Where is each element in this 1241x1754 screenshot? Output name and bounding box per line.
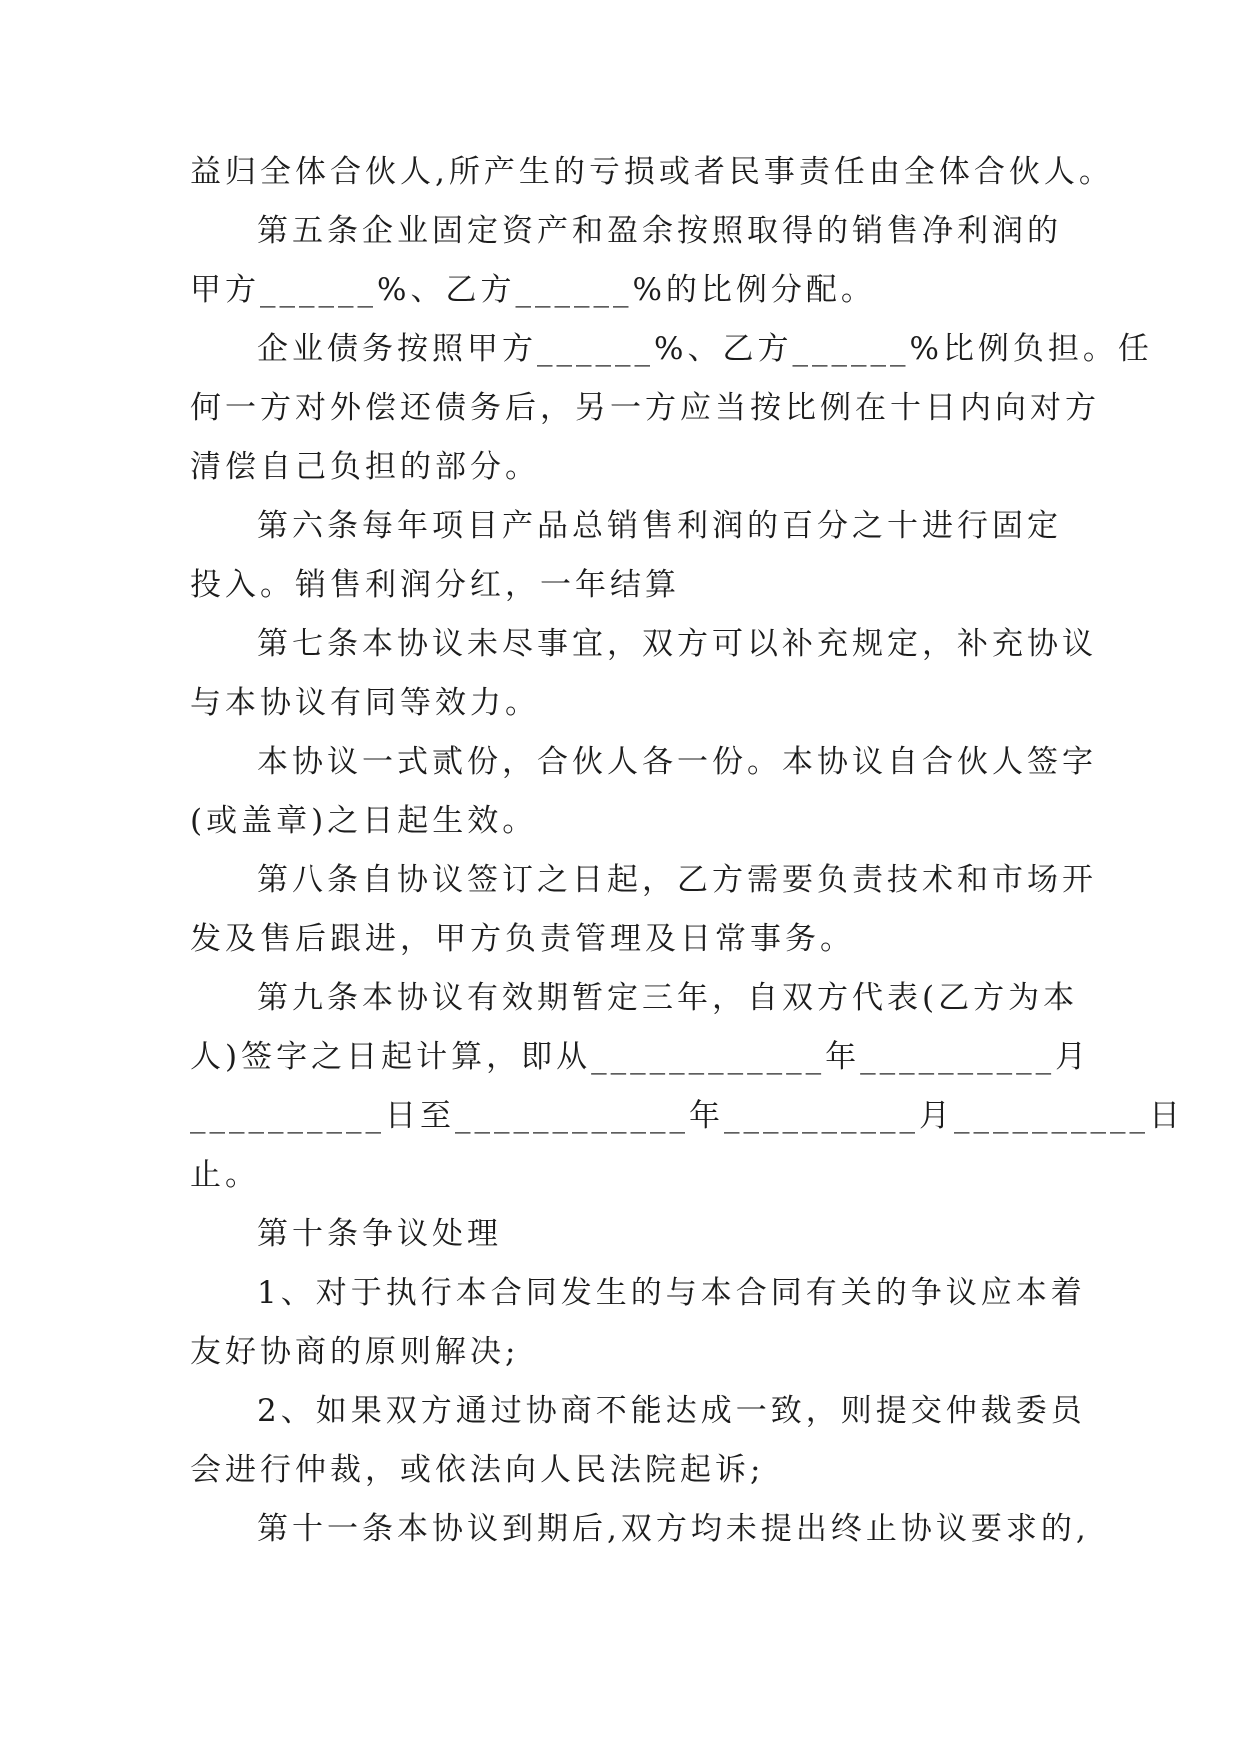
text-line-20: 1、对于执行本合同发生的与本合同有关的争议应本着 (257, 1275, 1086, 1311)
text-line-1: 益归全体合伙人,所产生的亏损或者民事责任由全体合伙人。 (190, 154, 1114, 190)
text-line-3: 甲方______%、乙方______%的比例分配。 (190, 272, 876, 308)
text-line-5: 何一方对外偿还债务后，另一方应当按比例在十日内向对方 (190, 390, 1100, 426)
text-line-12: (或盖章)之日起生效。 (190, 803, 538, 839)
text-line-6: 清偿自己负担的部分。 (190, 449, 540, 485)
text-line-10: 与本协议有同等效力。 (190, 685, 540, 721)
text-line-11: 本协议一式贰份，合伙人各一份。本协议自合伙人签字 (257, 744, 1097, 780)
text-line-14: 发及售后跟进，甲方负责管理及日常事务。 (190, 921, 855, 957)
text-line-4: 企业债务按照甲方______%、乙方______%比例负担。任 (257, 331, 1153, 367)
text-line-8: 投入。销售利润分红，一年结算 (190, 567, 680, 603)
text-line-7: 第六条每年项目产品总销售利润的百分之十进行固定 (257, 508, 1062, 544)
text-line-19: 第十条争议处理 (257, 1216, 502, 1252)
text-line-23: 会进行仲裁，或依法向人民法院起诉; (190, 1452, 765, 1488)
text-line-2: 第五条企业固定资产和盈余按照取得的销售净利润的 (257, 213, 1062, 249)
text-line-17: __________日至____________年__________月__________日 (190, 1098, 1184, 1134)
text-line-21: 友好协商的原则解决; (190, 1334, 520, 1370)
text-line-18: 止。 (190, 1157, 260, 1193)
text-line-16: 人)签字之日起计算，即从____________年__________月 (190, 1039, 1091, 1075)
text-line-24: 第十一条本协议到期后,双方均未提出终止协议要求的, (257, 1511, 1090, 1547)
text-line-13: 第八条自协议签订之日起，乙方需要负责技术和市场开 (257, 862, 1097, 898)
text-line-9: 第七条本协议未尽事宜，双方可以补充规定，补充协议 (257, 626, 1097, 662)
text-line-15: 第九条本协议有效期暂定三年，自双方代表(乙方为本 (257, 980, 1079, 1016)
text-line-22: 2、如果双方通过协商不能达成一致，则提交仲裁委员 (257, 1393, 1086, 1429)
